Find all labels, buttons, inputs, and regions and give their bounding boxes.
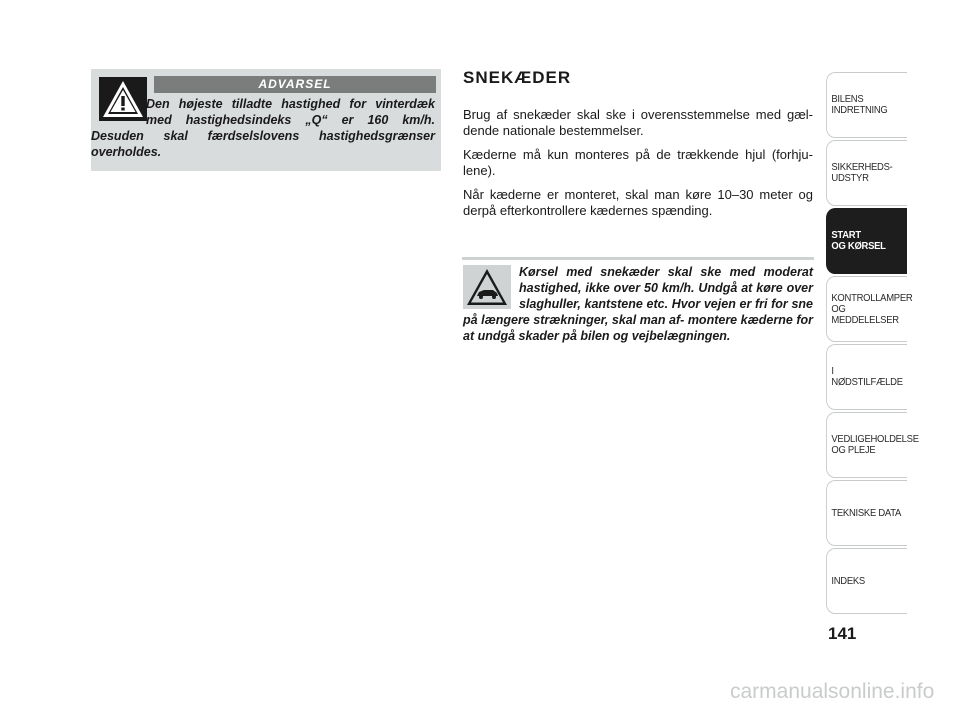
warning-text: Den højeste tilladte hastighed for vinterdæk med hastighedsindeks „Q“ er 160 km/h. Desuden skal færdselslovens hastighedsgrænser overholdes. [91,97,435,159]
tab-sikkerhedsudstyr[interactable]: SIKKERHEDS- UDSTYR [826,140,907,206]
section-title: SNEKÆDER [463,68,572,87]
tab-vedligeholdelse[interactable]: VEDLIGEHOLDELSE OG PLEJE [826,412,907,478]
divider [462,257,814,260]
tab-start-og-korsel[interactable]: START OG KØRSEL [826,208,907,274]
paragraph-2: Kæderne må kun monteres på de trækkende hjul (forhju- lene). [463,147,813,178]
tab-i-nodstilfaelde[interactable]: I NØDSTILFÆLDE [826,344,907,410]
warning-label: ADVARSEL [154,76,436,93]
warning-box [91,69,441,171]
page-number: 141 [828,624,857,643]
paragraph-3: Når kæderne er monteret, skal man køre 10–30 meter og derpå efterkontrollere kædernes spænding. [463,187,813,218]
tab-tekniske-data[interactable]: TEKNISKE DATA [826,480,907,546]
snow-chain-note: Kørsel med snekæder skal ske med moderat hastighed, ikke over 50 km/h. Undgå at køre over slaghuller, kantstene etc. Hvor vejen er fri for sne på længere strækninger, skal man af- montere kæderne for at undgå skader på bilen og vejbelægningen. [463,265,813,343]
chapter-tabs [826,72,919,616]
tab-kontrollamper[interactable]: KONTROLLAMPER OG MEDDELELSER [826,276,907,342]
tab-indeks[interactable]: INDEKS [826,548,907,614]
tab-bilens-indretning[interactable]: BILENS INDRETNING [826,72,907,138]
watermark: carmanualsonline.info [730,680,935,703]
paragraph-1: Brug af snekæder skal ske i overensstemmelse med gæl- dende nationale bestemmelser. [463,107,813,138]
